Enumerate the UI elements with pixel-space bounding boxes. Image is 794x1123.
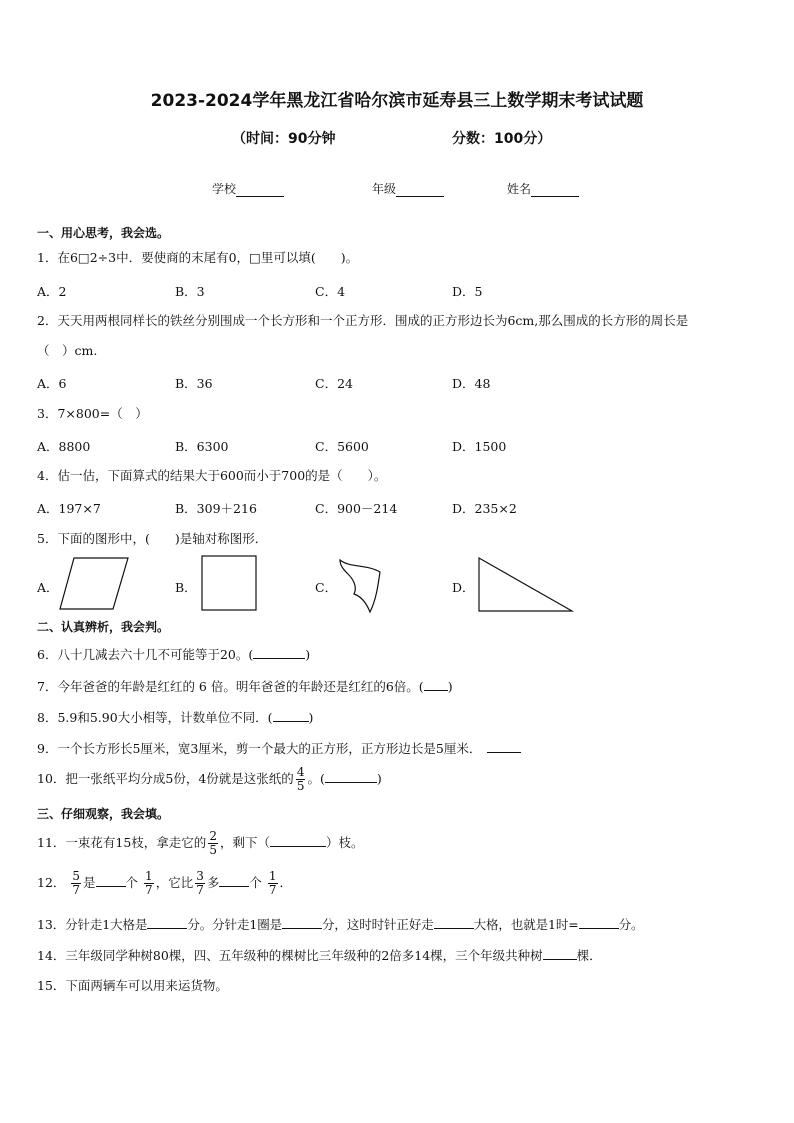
question-8: 8．5.9和5.90大小相等，计数单位不同．( ) xyxy=(37,710,314,725)
question-1: 1．在6□2÷3中．要使商的末尾有0，□里可以填( )。 xyxy=(37,250,359,265)
fraction-1-7-a: $\frac{1}{7}$ xyxy=(145,869,153,897)
q10-answer-blank[interactable] xyxy=(325,769,377,783)
q3-option-c[interactable]: C．5600 xyxy=(315,439,369,454)
q5-option-a[interactable]: A． xyxy=(37,580,59,595)
q12-blank-2[interactable] xyxy=(219,873,249,887)
irregular-figure xyxy=(336,556,386,616)
q7-answer-blank[interactable] xyxy=(424,677,448,691)
q3-option-a[interactable]: A．8800 xyxy=(37,439,91,454)
school-field: 学校 xyxy=(212,180,284,197)
grade-blank[interactable] xyxy=(396,182,444,197)
q5-option-d[interactable]: D． xyxy=(452,580,475,595)
q2-option-a[interactable]: A．6 xyxy=(37,376,67,391)
q2-option-d[interactable]: D．48 xyxy=(452,376,491,391)
q1-option-c[interactable]: C．4 xyxy=(315,284,346,299)
fraction-1-7-b: $\frac{1}{7}$ xyxy=(268,869,277,897)
exam-time: （时间：90分钟 xyxy=(232,131,336,147)
question-5: 5．下面的图形中，( )是轴对称图形． xyxy=(37,531,268,546)
q2-option-b[interactable]: B．36 xyxy=(175,376,213,391)
question-4: 4．估一估，下面算式的结果大于600而小于700的是（ ）。 xyxy=(37,468,387,483)
section-1-heading: 一、用心思考，我会选。 xyxy=(37,226,170,240)
q4-option-b[interactable]: B．309＋216 xyxy=(175,501,257,516)
section-3-heading: 三、仔细观察，我会填。 xyxy=(37,807,170,821)
q5-option-c[interactable]: C． xyxy=(315,580,338,595)
fraction-4-5: $\frac{4}{5}$ xyxy=(296,765,305,793)
q13-blank-1[interactable] xyxy=(147,915,187,929)
school-blank[interactable] xyxy=(236,182,284,197)
exam-score: 分数：100分） xyxy=(452,131,552,147)
q1-option-b[interactable]: B．3 xyxy=(175,284,205,299)
q13-blank-3[interactable] xyxy=(434,915,474,929)
q11-answer-blank[interactable] xyxy=(270,833,326,847)
question-6: 6．八十几减去六十几不可能等于20。( ) xyxy=(37,647,311,662)
q3-option-d[interactable]: D．1500 xyxy=(452,439,507,454)
question-12: 12． $\frac{5}{7}$ 是 个 $\frac{1}{7}$ ，它比 $\frac{3}{7}$ 多 个 $\frac{1}{7}$ ． xyxy=(37,869,293,897)
q9-answer-blank[interactable] xyxy=(487,739,521,753)
square-figure xyxy=(200,554,260,614)
q4-option-c[interactable]: C．900－214 xyxy=(315,501,398,516)
section-2-heading: 二、认真辨析，我会判。 xyxy=(37,620,170,634)
q13-blank-4[interactable] xyxy=(579,915,619,929)
question-9: 9．一个长方形长5厘米，宽3厘米，剪一个最大的正方形，正方形边长是5厘米． xyxy=(37,739,521,757)
q4-option-a[interactable]: A．197×7 xyxy=(37,501,101,516)
q12-blank-1[interactable] xyxy=(96,873,126,887)
fraction-2-5: $\frac{2}{5}$ xyxy=(209,829,217,857)
q2-option-c[interactable]: C．24 xyxy=(315,376,353,391)
name-field: 姓名 xyxy=(507,180,579,197)
q5-option-b[interactable]: B． xyxy=(175,580,197,595)
page-title: 2023-2024学年黑龙江省哈尔滨市延寿县三上数学期末考试试题 xyxy=(150,91,644,111)
q6-answer-blank[interactable] xyxy=(253,645,305,659)
fraction-5-7: $\frac{5}{7}$ xyxy=(72,869,81,897)
parallelogram-figure xyxy=(58,556,130,612)
question-13: 13．分针走1大格是 分。分针走1圈是 分，这时时针正好走 大格，也就是1时= 分。 xyxy=(37,917,644,932)
question-7: 7．今年爸爸的年龄是红红的 6 倍。明年爸爸的年龄还是红红的6倍。( ) xyxy=(37,679,453,694)
question-2-line-1: 2．天天用两根同样长的铁丝分别围成一个长方形和一个正方形．围成的正方形边长为6cm,那么围成的长方形的周长是 xyxy=(37,313,689,328)
question-14: 14．三年级同学种树80棵，四、五年级种的棵树比三年级种的2倍多14棵，三个年级共种树 棵． xyxy=(37,948,602,963)
q1-option-d[interactable]: D．5 xyxy=(452,284,483,299)
question-11: 11．一束花有15枝，拿走它的 $\frac{2}{5}$ ，剩下（ ）枝。 xyxy=(37,829,364,857)
grade-field: 年级 xyxy=(372,180,444,197)
question-10: 10．把一张纸平均分成5份，4份就是这张纸的 $\frac{4}{5}$ 。( ) xyxy=(37,765,382,793)
q14-answer-blank[interactable] xyxy=(543,946,577,960)
q1-option-a[interactable]: A．2 xyxy=(37,284,67,299)
q8-answer-blank[interactable] xyxy=(273,708,309,722)
question-15: 15．下面两辆车可以用来运货物。 xyxy=(37,978,228,993)
q4-option-d[interactable]: D．235×2 xyxy=(452,501,517,516)
q3-option-b[interactable]: B．6300 xyxy=(175,439,229,454)
name-blank[interactable] xyxy=(531,182,579,197)
question-2-line-2: （ ）cm. xyxy=(37,343,98,358)
question-3: 3．7×800=（ ） xyxy=(37,406,148,421)
fraction-3-7: $\frac{3}{7}$ xyxy=(196,869,204,897)
q13-blank-2[interactable] xyxy=(282,915,322,929)
right-triangle-figure xyxy=(476,556,576,614)
